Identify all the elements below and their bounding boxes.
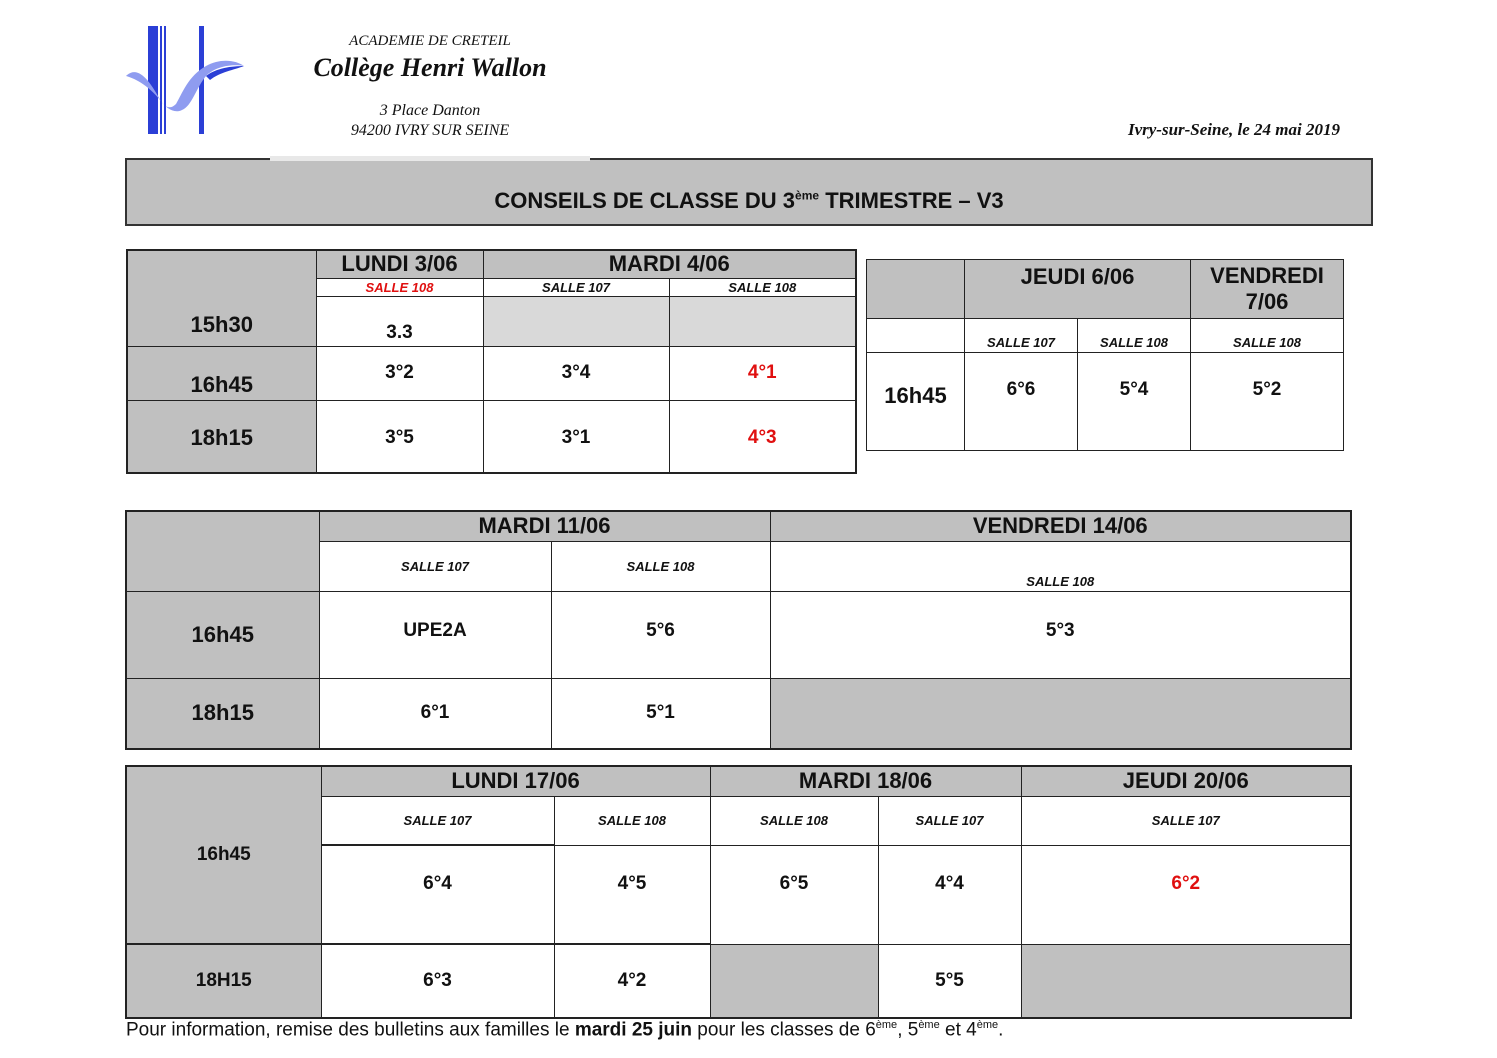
class-cell: 3.3 — [316, 296, 483, 346]
room-label: SALLE 107 — [1021, 796, 1351, 845]
footer-sup: ème — [875, 1019, 898, 1031]
time-label: 18H15 — [126, 944, 321, 1018]
title-suffix: TRIMESTRE – V3 — [819, 188, 1004, 213]
title-banner — [125, 158, 1373, 226]
room-label: SALLE 108 — [1078, 319, 1191, 353]
schedule-table-week3 — [125, 765, 1352, 1019]
empty-cell — [867, 319, 965, 353]
college-logo — [124, 24, 248, 138]
footer-sup: ème — [976, 1019, 999, 1031]
day-header: VENDREDI 14/06 — [770, 511, 1351, 541]
time-label: 16h45 — [126, 766, 321, 944]
class-cell: 5°5 — [878, 944, 1021, 1018]
corner-cell — [126, 511, 319, 591]
address-line1: 3 Place Danton — [379, 102, 481, 119]
class-cell: 5°4 — [1078, 353, 1191, 451]
class-cell: 4°2 — [554, 944, 710, 1018]
schedule-table-week2 — [125, 510, 1352, 750]
class-cell: 3°1 — [483, 400, 669, 473]
empty-cell — [483, 296, 669, 346]
class-cell: 3°2 — [316, 346, 483, 400]
time-label: 18h15 — [126, 678, 319, 749]
room-label: SALLE 108 — [554, 796, 710, 845]
footer-text: pour les classes de 6 — [692, 1019, 876, 1041]
room-label: SALLE 107 — [878, 796, 1021, 845]
day-header: MARDI 18/06 — [710, 766, 1021, 796]
room-label: SALLE 108 — [551, 541, 770, 591]
title-sup: ème — [795, 188, 820, 203]
class-cell: 3°4 — [483, 346, 669, 400]
class-cell: 4°4 — [878, 845, 1021, 944]
class-cell: 6°1 — [319, 678, 551, 749]
day-header: JEUDI 6/06 — [965, 260, 1191, 319]
empty-cell — [1021, 944, 1351, 1018]
room-label: SALLE 107 — [319, 541, 551, 591]
footer-text: Pour information, remise des bulletins aux familles le — [126, 1019, 575, 1041]
class-cell: 5°2 — [1191, 353, 1344, 451]
class-cell: 6°2 — [1021, 845, 1351, 944]
class-cell: 6°3 — [321, 944, 554, 1018]
time-label: 16h45 — [127, 346, 316, 400]
class-cell: 5°1 — [551, 678, 770, 749]
corner-cell — [127, 250, 316, 346]
corner-cell — [867, 260, 965, 319]
day-header: LUNDI 3/06 — [316, 250, 483, 278]
day-header: MARDI 4/06 — [483, 250, 856, 278]
class-cell: 3°5 — [316, 400, 483, 473]
empty-cell — [710, 944, 878, 1018]
class-cell: 4°5 — [554, 845, 710, 944]
day-header: MARDI 11/06 — [319, 511, 770, 541]
title-prefix: CONSEILS DE CLASSE DU 3 — [494, 188, 796, 213]
time-label: 16h45 — [126, 591, 319, 678]
class-cell: 6°4 — [321, 845, 554, 944]
room-label: SALLE 107 — [965, 319, 1078, 353]
day-header: VENDREDI 7/06 — [1191, 260, 1344, 319]
page-title — [127, 188, 1371, 214]
schedule-table-week1-b — [866, 259, 1344, 451]
empty-cell — [770, 678, 1351, 749]
day-header: LUNDI 17/06 — [321, 766, 710, 796]
footer-text: et 4 — [939, 1019, 977, 1041]
class-cell: 4°1 — [669, 346, 856, 400]
class-cell: 4°3 — [669, 400, 856, 473]
room-label: SALLE 108 — [316, 278, 483, 296]
class-cell: 6°6 — [965, 353, 1078, 451]
room-label: SALLE 108 — [669, 278, 856, 296]
class-cell: UPE2A — [319, 591, 551, 678]
class-cell: 5°3 — [770, 591, 1351, 678]
room-label: SALLE 108 — [1191, 319, 1344, 353]
time-label: 15h30 — [190, 311, 253, 337]
footer-bold-date: mardi 25 juin — [574, 1019, 693, 1041]
schedule-table-week1-a — [126, 249, 857, 474]
day-header: JEUDI 20/06 — [1021, 766, 1351, 796]
room-label: SALLE 108 — [770, 541, 1351, 591]
college-name: Collège Henri Wallon — [313, 53, 547, 82]
footer-sup: ème — [918, 1019, 940, 1031]
title-gap — [270, 156, 590, 161]
room-label: SALLE 108 — [710, 796, 878, 845]
class-cell: 6°5 — [710, 845, 878, 944]
empty-cell — [669, 296, 856, 346]
room-label: SALLE 107 — [483, 278, 669, 296]
academie-name: ACADEMIE DE CRETEIL — [349, 33, 511, 49]
address-line2: 94200 IVRY SUR SEINE — [350, 122, 510, 139]
room-label: SALLE 107 — [321, 796, 554, 845]
time-label: 18h15 — [127, 400, 316, 473]
footer-text: . — [998, 1019, 1004, 1041]
time-label: 16h45 — [867, 353, 965, 451]
logo-icon — [124, 24, 248, 138]
footer-text: , 5 — [897, 1019, 919, 1041]
date-line: Ivry-sur-Seine, le 24 mai 2019 — [1127, 120, 1340, 139]
footer-note — [126, 1019, 1003, 1041]
class-cell: 5°6 — [551, 591, 770, 678]
